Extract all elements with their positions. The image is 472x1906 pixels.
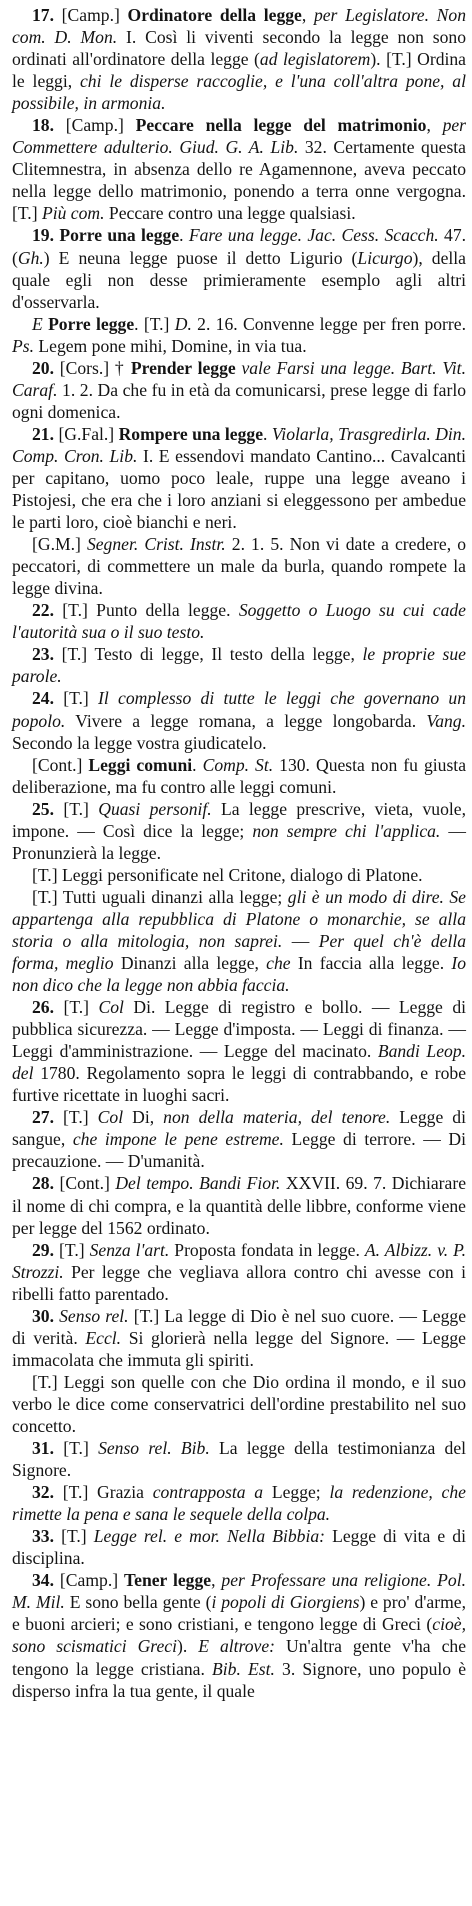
- entry-headword: Prender legge: [130, 357, 236, 378]
- entry-text: Bib. Est.: [212, 1658, 275, 1679]
- dictionary-entry: [12, 423, 466, 533]
- entry-text: Senso rel.: [59, 1305, 129, 1326]
- entry-text: .: [263, 423, 272, 444]
- entry-text: [G.Fal.]: [54, 423, 119, 444]
- dictionary-entry: [12, 643, 466, 687]
- dictionary-entry: [12, 1525, 466, 1569]
- entry-text: Legge rel. e mor. Nella Bibbia:: [93, 1526, 325, 1547]
- entry-text: Quasi personif.: [98, 798, 212, 819]
- entry-text: [Cont.]: [32, 754, 89, 775]
- entry-text: Vang.: [426, 710, 466, 731]
- entry-text: [T.] Leggi personificate nel Critone, dialogo di Platone.: [32, 864, 423, 885]
- entry-text: Violarla, Trasgredirla. Din. Comp. Cron. Lib.: [12, 423, 466, 466]
- entry-text: ) E neuna legge puose il detto Ligurio (: [43, 247, 358, 268]
- entry-text: [Camp.]: [54, 5, 128, 25]
- entry-text: Col: [97, 1107, 124, 1128]
- entry-text: [Camp.]: [54, 1570, 125, 1591]
- dictionary-entry: [12, 4, 466, 114]
- entry-text: [T.]: [54, 1239, 90, 1260]
- entry-text: [T.] Testo di legge, Il testo della legge,: [54, 644, 363, 665]
- entry-text: 130. Questa non fu giusta deliberazione, ma fu contro alle leggi comuni.: [12, 754, 467, 797]
- entry-headword: Ordinatore della legge: [127, 5, 302, 25]
- dictionary-entry: [12, 687, 466, 753]
- entry-text: La legge della testimonianza del Signore.: [12, 1438, 467, 1481]
- entry-number: 25.: [32, 798, 54, 819]
- entry-text: [T.]: [54, 1526, 94, 1547]
- dictionary-entry: [12, 1239, 466, 1305]
- entry-text: Vivere a legge romana, a legge longobarda.: [65, 710, 427, 731]
- entry-text: Comp. St.: [202, 754, 274, 775]
- entry-number: 29.: [32, 1239, 54, 1260]
- entry-text: ,: [301, 5, 314, 25]
- entry-text: Dinanzi alla legge,: [113, 953, 267, 974]
- entry-text: Io non dico che la legge non abbia faccia.: [12, 953, 466, 996]
- entry-text: 32. Certamente questa Clitemnestra, in absenza dello re Agamennone, aveva peccato nella legge dello matrimonio, ponendo a terra onne vergogna. [T.]: [12, 137, 466, 224]
- entry-number: 23.: [32, 644, 54, 665]
- entry-text: I. E essendovi mandato Cantino... Cavalcanti per capitano, uomo poco leale, ruppe una legge aveano i Pistojesi, che era che i loro anziani si eleggessono per ambedue le parti loro, cioè bianchi e neri.: [12, 445, 466, 533]
- entry-text: 47. (: [12, 225, 467, 268]
- entry-text: ) e pro' d'arme, e buoni arcieri; e sono cristiani, e tengono legge di Greci (: [12, 1592, 466, 1635]
- entry-text: 3. Signore, uno populo è disperso infra la tua gente, il quale: [12, 1658, 467, 1701]
- dictionary-entry: [12, 533, 466, 599]
- entry-text: ), della quale egli non desse primieramente esemplo agli altri d'osservarla.: [12, 247, 466, 312]
- entry-number: 27.: [32, 1107, 54, 1128]
- entry-number: 28.: [32, 1173, 54, 1194]
- entry-text: XXVII. 69. 7. Dichiarare il nome di chi compra, e la quantità delle libbre, conforme viene per legge del 1562 ordinato.: [12, 1173, 467, 1238]
- entry-text: Senso rel. Bib.: [98, 1438, 210, 1459]
- entry-text: Col: [98, 997, 124, 1018]
- entry-text: Per legge che vegliava allora contro chi avesse con i ribelli fatto parentado.: [12, 1261, 466, 1304]
- entry-number: 32.: [32, 1482, 54, 1503]
- entry-text: [Cors.] †: [54, 357, 131, 378]
- entry-text: Bandi Leop. del: [12, 1041, 466, 1084]
- entry-text: ad legislatorem: [259, 49, 371, 70]
- entry-text: Di. Legge di registro e bollo. — Legge di pubblica sicurezza. — Legge d'imposta. — Leggi di finanza. — Leggi d'amministrazione. — Legge del macinato.: [12, 997, 467, 1062]
- entry-number: 34.: [32, 1570, 54, 1591]
- dictionary-entry: [12, 1437, 466, 1481]
- entry-text: . [T.]: [134, 313, 175, 334]
- entry-text: vale Farsi una legge. Bart. Vit. Caraf.: [12, 357, 466, 400]
- entry-text: [Cont.]: [54, 1173, 116, 1194]
- entry-text: Legge di terrore. — Di precauzione. — D'umanità.: [12, 1129, 466, 1172]
- dictionary-entry: [12, 114, 466, 224]
- entry-text: per Commettere adulterio. Giud. G. A. Lib.: [12, 115, 467, 158]
- entry-text: [T.]: [54, 688, 99, 709]
- entry-text: [Camp.]: [54, 115, 136, 136]
- entry-text: Per quel ch'è della forma, meglio: [12, 930, 467, 974]
- dictionary-entry: [12, 1569, 466, 1701]
- entry-text: per Professare una religione. Pol. M. Mil.: [12, 1570, 466, 1613]
- entry-text: Legge di vita e di disciplina.: [12, 1526, 466, 1569]
- entry-text: D.: [174, 313, 192, 334]
- entry-text: [T.] La legge di Dio è nel suo cuore. — Legge di verità.: [12, 1305, 467, 1348]
- entry-number: 24.: [32, 688, 54, 709]
- entry-text: La legge prescrive, vieta, vuole, impone. — Così dice la legge;: [12, 798, 466, 841]
- entry-number: 19.: [32, 225, 54, 246]
- entry-text: —: [282, 930, 319, 951]
- entry-text: E sono bella gente (: [64, 1592, 212, 1613]
- entry-text: A. Albizz. v. P. Strozzi.: [12, 1239, 466, 1282]
- entry-text: E altrove:: [198, 1636, 276, 1657]
- entry-number: 31.: [32, 1438, 54, 1459]
- entry-headword: Porre una legge: [59, 225, 180, 246]
- entry-text: non sempre chi l'applica.: [252, 820, 441, 841]
- dictionary-entry: [12, 754, 466, 798]
- entry-number: 20.: [32, 357, 54, 378]
- entry-headword: Rompere una legge: [118, 423, 264, 444]
- entry-text: Del tempo. Bandi Fior.: [115, 1173, 281, 1194]
- entry-number: 21.: [32, 423, 54, 444]
- entry-text: 1780. Regolamento sopra le leggi di contrabbando, e robe furtive ricettate in luoghi sacri.: [12, 1063, 466, 1106]
- dictionary-entry: [12, 798, 466, 864]
- entry-headword: Porre legge: [48, 313, 135, 334]
- entry-text: I. Così li viventi secondo la legge non sono ordinati all'ordinatore della legge (: [12, 27, 466, 70]
- entry-text: — Pronunzierà la legge.: [12, 820, 466, 863]
- entry-text: contrapposta a: [152, 1482, 264, 1503]
- entry-number: 30.: [32, 1305, 54, 1326]
- entry-text: 2. 1. 5. Non vi date a credere, o peccatori, di commettere un male da burla, quando rompete la legge divina.: [12, 534, 467, 599]
- entry-text: ).: [177, 1636, 199, 1657]
- entry-text: [T.] Leggi son quelle con che Dio ordina il mondo, e il suo verbo le dice come conservatrici dell'ordine prestabilito nel suo concetto.: [12, 1371, 466, 1436]
- entry-text: ,: [426, 115, 443, 136]
- entry-text: Di,: [123, 1107, 164, 1128]
- entry-text: [T.] Punto della legge.: [54, 600, 239, 621]
- entry-text: cioè, sono scismatici Greci: [12, 1614, 466, 1657]
- dictionary-entry: [12, 864, 466, 886]
- dictionary-entry: [12, 357, 466, 423]
- entry-number: 33.: [32, 1526, 54, 1547]
- entry-text: Legem pone mihi, Domine, in via tua.: [34, 335, 307, 356]
- dictionary-entry: [12, 886, 466, 996]
- entry-text: ,: [211, 1570, 222, 1591]
- entry-number: 26.: [32, 997, 54, 1018]
- entry-text: che: [266, 953, 291, 974]
- entry-text: Ps.: [12, 335, 34, 356]
- entry-text: Più com.: [41, 203, 105, 224]
- dictionary-entry: [12, 1371, 466, 1437]
- entry-text: [T.]: [54, 1438, 99, 1459]
- entry-text: Un'altra gente v'ha che tengono la legge cristiana.: [12, 1636, 467, 1679]
- entry-text: Soggetto o Luogo su cui cade l'autorità sua o il suo testo.: [12, 600, 466, 643]
- dictionary-entry: [12, 224, 466, 312]
- entry-text: Legge di sangue,: [12, 1107, 466, 1150]
- entry-text: ). [T.] Ordina le leggi,: [12, 49, 466, 92]
- entry-text: Segner. Crist. Instr.: [86, 534, 226, 555]
- entry-text: 1. 2. Da che fu in età da comunicarsi, prese legge di farlo ogni domenica.: [12, 379, 466, 422]
- entry-text: la redenzione, che rimette la pena e sana le sequele della colpa.: [12, 1482, 466, 1525]
- entry-text: 2. 16. Convenne legge per fren porre.: [191, 313, 466, 334]
- dictionary-entry: [12, 1106, 466, 1172]
- entry-text: le proprie sue parole.: [12, 644, 466, 687]
- entry-text: [T.] Tutti uguali dinanzi alla legge;: [32, 886, 288, 907]
- entry-text: .: [192, 754, 203, 775]
- entry-text: In faccia alla legge.: [290, 953, 452, 974]
- entry-text: Eccl.: [85, 1327, 122, 1348]
- entry-number: 18.: [32, 115, 54, 136]
- entry-headword: Leggi comuni: [88, 754, 193, 775]
- entry-text: Licurgo: [357, 247, 413, 268]
- dictionary-entry: [12, 1172, 466, 1238]
- dictionary-entry: [12, 1305, 466, 1371]
- entry-text: E: [32, 313, 49, 334]
- entry-text: per Legislatore. Non com. D. Mon.: [12, 5, 466, 48]
- entry-headword: Peccare nella legge del matrimonio: [135, 115, 427, 136]
- entry-text: Proposta fondata in legge.: [169, 1239, 365, 1260]
- entry-text: Gh.: [17, 247, 44, 268]
- entry-text: Secondo la legge vostra giudicatelo.: [12, 732, 267, 753]
- entry-text: [T.]: [54, 997, 99, 1018]
- entry-text: .: [179, 225, 189, 246]
- entry-text: [T.]: [54, 1107, 98, 1128]
- entry-text: [T.]: [54, 798, 99, 819]
- entry-number: 17.: [32, 5, 54, 25]
- entry-text: Legge;: [263, 1482, 330, 1503]
- entry-text: che impone le pene estreme.: [72, 1129, 284, 1150]
- entry-text: [T.] Grazia: [54, 1482, 153, 1503]
- entry-text: Il complesso di tutte le leggi che governano un popolo.: [12, 688, 466, 731]
- entry-text: i popoli di Giorgiens: [211, 1592, 360, 1613]
- dictionary-entry: [12, 1481, 466, 1525]
- entry-number: 22.: [32, 600, 54, 621]
- dictionary-entry: [12, 996, 466, 1106]
- entry-text: Peccare contro una legge qualsiasi.: [104, 203, 356, 224]
- entry-text: Si glorierà nella legge del Signore. — Legge immacolata che immuta gli spiriti.: [12, 1327, 466, 1370]
- entry-text: chi le disperse raccoglie, e l'una coll'altra pone, al possibile, in armonia.: [12, 71, 466, 114]
- entry-text: gli è un modo di dire. Se appartenga alla repubblica di Platone o monarchie, se alla storia o alla mitologia, non saprei.: [12, 886, 466, 951]
- entry-headword: Tener legge: [124, 1570, 212, 1591]
- entry-text: non della materia, del tenore.: [163, 1107, 391, 1128]
- entry-text: Senza l'art.: [89, 1239, 170, 1260]
- entry-text: [G.M.]: [32, 534, 87, 555]
- entry-text: Fare una legge. Jac. Cess. Scacch.: [188, 225, 439, 246]
- dictionary-entry: [12, 313, 466, 357]
- dictionary-entry: [12, 599, 466, 643]
